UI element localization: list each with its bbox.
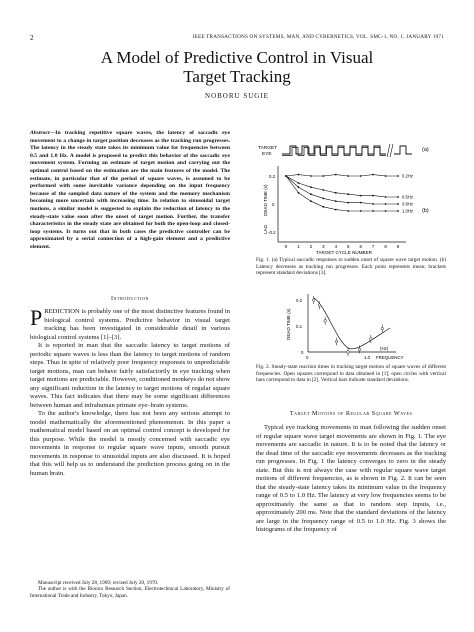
fig1-legend-entry: 0.8Hz [402,201,413,207]
square-waves-paragraph: Typical eye tracking movements in man following the sudden onset of regular square wave target movements are shown in Fig. 1. The eye movements are saccadic in nature. It is to be noted that the latency or the dead time of the saccadic eye movements decreases as the tracking run progresses. In Fig. 1 the latency converges to zero in the steady state. But this is not always the case with regular square wave target motions of different frequencies, as is shown in Fig. 2. It can be seen that the steady-state latency takes its minimum value in the frequency range of 0.5 to 1.0 Hz. The latency at very low frequencies seems to be approximately the same as that to random step inputs, i.e., approximately 200 ms. Note that the standard deviations of the latency are large in the frequency range of 0.5 to 1.0 Hz. Fig. 3 shows the histograms of the frequency of [256,424,446,533]
abstract [30,130,230,252]
fig1-ytick-top: 0.2 [269,174,276,179]
paper-title [0,48,474,86]
fig1-xtick: 7 [371,244,375,249]
fig1-xtick: 2 [309,244,313,249]
fig1-point [322,198,324,200]
fig1-series-group [285,174,399,212]
fig1-xtick: 3 [322,244,325,249]
fig2-xtick-1: 1.0 [364,355,371,360]
fig1-point [372,174,374,176]
fig1-xtick: 6 [359,244,362,249]
fig1-point [385,210,387,212]
fig1-point [360,202,362,204]
fig1-break-mark [387,144,390,157]
fig2-point [358,348,361,351]
fig2-unit: (Hz) [380,346,389,351]
fig1-point [335,209,337,211]
footnote-received: Manuscript received July 28, 1969; revised July 20, 1970. [38,580,159,586]
fig2-ytick-1: 0.1 [296,324,303,329]
fig1-label-a: (a) [422,147,429,153]
fig1-point [385,203,387,205]
fig1-point [360,175,362,177]
fig1-xtick: 1 [297,244,300,249]
fig1-point [298,186,300,188]
drop-cap: P [30,305,43,330]
fig2-point [318,304,321,307]
fig1-point [372,210,374,212]
fig2-xlabel: FREQUENCY [376,355,404,360]
fig1-series-line-1 [286,176,398,197]
page-number: 2 [30,34,34,42]
fig1-xtick: 4 [334,244,338,249]
journal-name: IEEE TRANSACTIONS ON SYSTEMS, MAN, AND CYBERNETICS, VOL. SMC-1, NO. 1, JANUARY 1971 [192,34,444,40]
fig1-legend-entry: 0.5Hz [402,194,413,200]
fig1-point [360,195,362,197]
fig1-point [310,186,312,188]
fig1-xtick: 9 [396,244,400,249]
fig1-legend-entry: 1.0Hz [402,208,413,214]
fig2-ytick-2: 0 [301,350,304,355]
fig1-point [347,202,349,204]
fig1-xtick-group [285,244,400,249]
fig1-xtick: 0 [284,244,288,249]
fig2-point [370,338,373,341]
fig2-point [335,340,338,343]
fig2-fit-curve [314,298,390,349]
section-heading-introduction: Introduction [110,296,150,302]
fig2-point [347,351,350,354]
square-waves-body [256,424,446,535]
fig1-label-b: (b) [422,208,429,214]
fig1-series-line-0 [286,175,398,176]
fig1-legend-entry: 0.2Hz [402,173,413,179]
fig2-ytick-0: 0.2 [296,298,303,303]
title-line-1: A Model of Predictive Control in Visual [100,48,374,67]
fig1-label-target: TARGET [258,146,278,151]
fig1-series-line-2 [286,176,398,204]
author-name: NOBORU SUGIE [205,92,269,100]
fig1-trace-tail [394,146,412,154]
fig1-point [360,210,362,212]
figure-2-caption: Fig. 2. Steady-state reaction times in tracking target motion of square waves of different frequencies. Open squares correspond to data obtained in [1]; open circles with vertical bars correspond to data in [2]. Vertical bars indicate standard deviations. [256,364,446,383]
fig1-point [298,174,300,176]
fig1-point [385,196,387,198]
intro-paragraph-2: It is reported in man that the saccadic latency to target motions of periodic square waves is less than the latency to target motions of random steps. Thus in spite of relatively poor frequency responses to unpredictable target motions, man can behave fairly satisfactorily in eye tracking when target motions are predictable. However, conditioned monkeys do not show any significant reduction in the latency to target motions of regular square waves. This fact indicates that there may be some significant differences between human and infrahuman primate eye–brain systems. [30,342,230,409]
fig2-points-group [312,296,383,356]
fig2-point [324,320,327,323]
fig1-point [372,195,374,197]
fig1-point [347,175,349,177]
fig1-point [322,175,324,177]
figure-1 [256,138,446,256]
fig2-point [312,299,315,302]
figure-1-caption: Fig. 1. (a) Typical saccadic responses to sudden onset of square wave target motion. (b) Latency decreases as tracking run progresses. Each point represents mean; brackets represent standard deviations [3]. [256,257,446,276]
intro-paragraph-1-text: REDICTION is probably one of the most distinctive features found in biological control systems. Predictive behavior in visual target tracking has been investigated in considerable detail in various biological control systems [1]–[3]. [30,308,230,341]
fig1-point [347,193,349,195]
fig1-point [298,192,300,194]
fig1-xtick: 8 [384,244,387,249]
footnote [30,580,230,599]
fig1-point [285,175,287,177]
fig1-xlabel: TARGET CYCLE NUMBER [316,250,372,255]
fig1-point [335,200,337,202]
fig1-ylabel-lag: LAG [263,224,268,234]
abstract-text: —In tracking repetitive square waves, the latency of saccadic eye movement to a change in target position decreases as the tracking run progresses. The latency in the steady state takes its minimum value for frequencies between 0.5 and 1.0 Hz. A model is proposed to predict this behavior of the saccadic eye movement system. Forming an estimate of target motion and carrying out the optimal control based on the estimation are the main features of the model. The estimate, in particular that of the period of square waves, is assumed to be performed with some inevitable variance depending on the input frequency because of the sampled data nature of the system and the memory mechanism becoming more uncertain with increasing time. In relation to sinusoidal target motions, a similar model is suggested to explain the reduction of latency to the steady-state value soon after the onset of target motion. Further, the transfer characteristics in the steady state are obtained for both the open-loop and closed-loop systems. It turns out that in both cases the predictive controller can be approximated by a serial connection of a high-gain element and a predictive element. [30,130,230,250]
fig1-legend [402,174,413,214]
fig1-xtick: 5 [347,244,350,249]
fig1-point [322,189,324,191]
intro-paragraph-3: To the author's knowledge, there has not been any serious attempt to model mathematically the aforementioned phenomenon. In this paper a mathematical model based on an optimal control concept is developed for this purpose. While the model is mostly concerned with saccadic eye movements in response to regular square wave inputs, smooth pursuit movements in response to sinusoidal inputs are also discussed. It is hoped that this will help us to understand the prediction process going on in the human brain. [30,410,230,477]
footnote-affiliation: The author is with the Bionics Research Section, Electrotechnical Laboratory, Ministry of International Trade and Industry, Tokyo, Japan. [30,586,230,599]
fig2-xtick-0: 0 [306,355,309,360]
fig1-point [335,192,337,194]
section-heading-square-waves: Target Motions of Regular Square Waves [289,410,413,417]
fig1-ylabel: DEAD TIME (s) [263,184,268,216]
fig2-ylabel: DEAD TIME (s) [286,308,291,340]
introduction-body [30,305,230,478]
fig1-point [397,210,399,212]
fig1-point [397,196,399,198]
fig2-point [381,327,384,330]
abstract-label: Abstract [30,130,50,136]
fig1-point [347,210,349,212]
fig1-point [372,203,374,205]
fig1-ytick-mid: 0 [272,202,275,207]
fig1-break-mark-2 [390,144,393,157]
fig1-point [397,203,399,205]
fig1-point [385,175,387,177]
title-line-2: Target Tracking [183,67,291,86]
fig1-label-eye: EYE [262,152,272,157]
fig1-point [310,200,312,202]
fig1-point [322,206,324,208]
fig1-point [310,193,312,195]
fig1-ytick-bot: -0.2 [268,230,276,235]
fig1-point [335,174,337,176]
fig1-point [310,175,312,177]
fig1-point [298,182,300,184]
figure-2 [256,288,446,362]
intro-paragraph-1 [30,305,230,342]
fig1-point [397,175,399,177]
